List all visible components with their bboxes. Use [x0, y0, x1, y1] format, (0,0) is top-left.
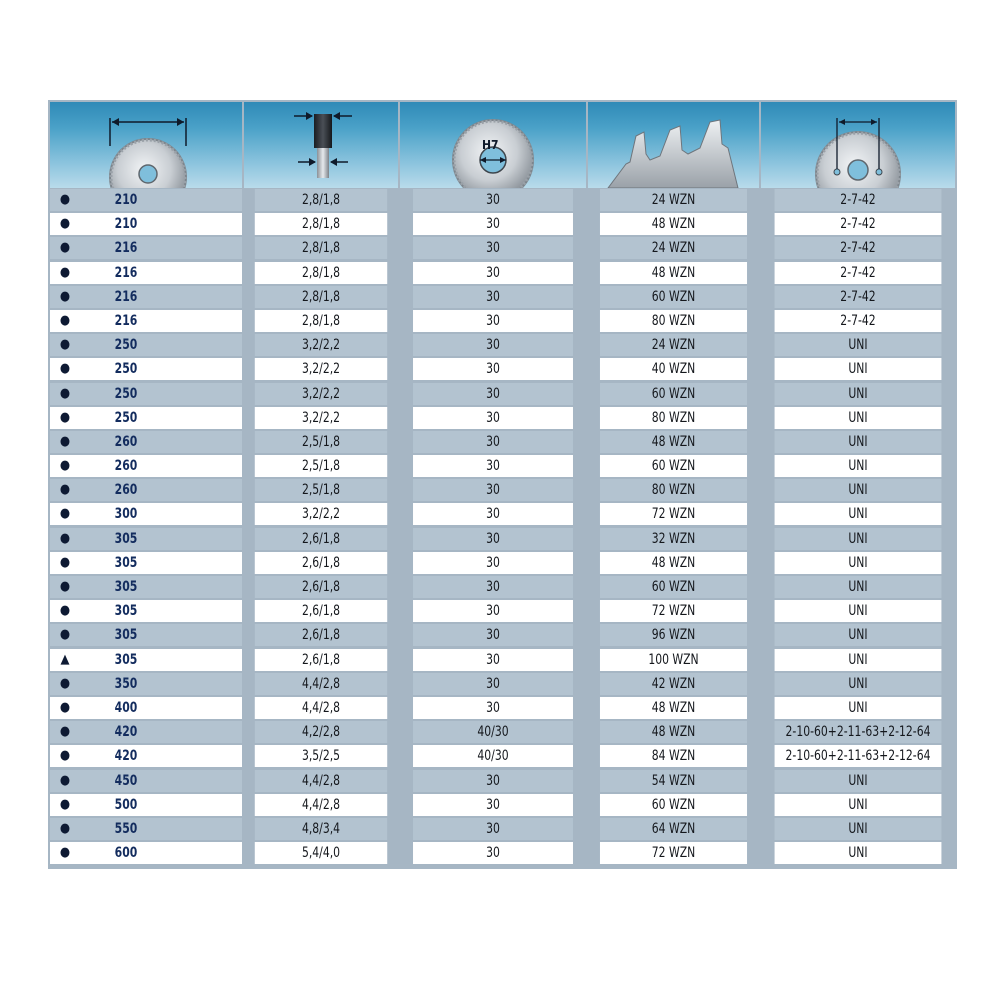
bore-cell: 30	[413, 697, 573, 719]
diameter-cell	[50, 479, 242, 501]
diameter-cell	[50, 383, 242, 405]
bore-cell: 40/30	[413, 745, 573, 767]
bore-cell: 30	[413, 503, 573, 525]
bore-cell: 30	[413, 818, 573, 840]
availability-marker: ●	[59, 192, 71, 207]
availability-marker: ●	[59, 216, 71, 232]
diameter-value: 305	[114, 554, 138, 571]
bore-cell: 30	[413, 407, 573, 429]
kerf-cell: 4,4/2,8	[255, 794, 387, 816]
table-row	[48, 817, 957, 841]
pinholes-cell: UNI	[775, 794, 942, 816]
diameter-cell	[50, 745, 242, 767]
bore-cell: 30	[413, 213, 573, 235]
table-row	[48, 333, 957, 357]
availability-marker: ●	[59, 264, 71, 280]
pinholes-cell: UNI	[775, 842, 942, 864]
bore-cell: 30	[413, 600, 573, 622]
diameter-value: 250	[114, 337, 138, 354]
teeth-cell: 80 WZN	[600, 407, 747, 429]
table-row	[48, 212, 957, 236]
teeth-cell: 60 WZN	[600, 455, 747, 477]
table-row	[48, 744, 957, 768]
bore-cell: 30	[413, 383, 573, 405]
table-row	[48, 406, 957, 430]
kerf-cell: 2,6/1,8	[255, 624, 387, 646]
table-row	[48, 188, 957, 212]
diameter-value: 300	[114, 506, 138, 523]
table-row	[48, 551, 957, 575]
diameter-cell	[50, 818, 242, 840]
diameter-cell	[50, 503, 242, 525]
table-row	[48, 285, 957, 309]
kerf-cell: 2,8/1,8	[255, 237, 387, 259]
diameter-value: 250	[114, 361, 138, 378]
teeth-cell: 48 WZN	[600, 697, 747, 719]
diameter-value: 400	[114, 699, 138, 716]
teeth-cell: 60 WZN	[600, 383, 747, 405]
teeth-cell: 48 WZN	[600, 213, 747, 235]
bore-cell: 30	[413, 842, 573, 864]
diameter-value: 500	[114, 796, 138, 813]
bore-cell: 30	[413, 262, 573, 284]
teeth-cell: 48 WZN	[600, 431, 747, 453]
availability-marker: ●	[59, 482, 71, 498]
kerf-cell: 4,4/2,8	[255, 697, 387, 719]
diameter-cell	[50, 528, 242, 550]
kerf-cell: 2,6/1,8	[255, 600, 387, 622]
table-row	[48, 648, 957, 672]
table-row	[48, 454, 957, 478]
diameter-cell	[50, 697, 242, 719]
diameter-value: 305	[114, 651, 138, 668]
header-row	[48, 100, 957, 188]
table-row	[48, 236, 957, 260]
diameter-cell	[50, 455, 242, 477]
diameter-cell	[50, 431, 242, 453]
pinholes-cell: UNI	[775, 624, 942, 646]
pinholes-cell: UNI	[775, 770, 942, 792]
diameter-cell	[50, 770, 242, 792]
diameter-cell	[50, 262, 242, 284]
diameter-value: 210	[114, 192, 138, 208]
availability-marker: ●	[59, 845, 71, 861]
diameter-value: 260	[114, 458, 138, 475]
bore-cell: 30	[413, 649, 573, 671]
pinholes-cell: UNI	[775, 649, 942, 671]
kerf-thickness-icon	[244, 102, 398, 188]
pinholes-cell: 2-10-60+2-11-63+2-12-64	[775, 721, 942, 743]
teeth-cell: 48 WZN	[600, 262, 747, 284]
bore-cell: 30	[413, 286, 573, 308]
availability-marker: ●	[59, 675, 71, 691]
kerf-cell: 2,8/1,8	[255, 286, 387, 308]
availability-marker: ●	[59, 312, 71, 328]
pinholes-cell: 2-7-42	[775, 310, 942, 332]
table-row	[48, 527, 957, 551]
pinholes-cell: UNI	[775, 576, 942, 598]
availability-marker: ●	[59, 385, 71, 401]
kerf-cell: 3,2/2,2	[255, 383, 387, 405]
bore-cell: 30	[413, 431, 573, 453]
kerf-cell: 3,2/2,2	[255, 334, 387, 356]
header-bore	[400, 102, 586, 188]
pinholes-cell: 2-10-60+2-11-63+2-12-64	[775, 745, 942, 767]
pinholes-cell: UNI	[775, 503, 942, 525]
teeth-cell: 32 WZN	[600, 528, 747, 550]
saw-blade-spec-table	[48, 100, 957, 869]
diameter-value: 305	[114, 627, 138, 644]
pinholes-cell: UNI	[775, 455, 942, 477]
diameter-value: 216	[114, 240, 138, 257]
bore-cell: 30	[413, 528, 573, 550]
diameter-cell	[50, 794, 242, 816]
teeth-cell: 24 WZN	[600, 334, 747, 356]
kerf-cell: 2,6/1,8	[255, 528, 387, 550]
diameter-cell	[50, 842, 242, 864]
pinholes-cell: UNI	[775, 334, 942, 356]
table-row	[48, 793, 957, 817]
kerf-cell: 3,2/2,2	[255, 358, 387, 380]
table-row	[48, 575, 957, 599]
teeth-cell: 64 WZN	[600, 818, 747, 840]
kerf-cell: 2,8/1,8	[255, 189, 387, 211]
diameter-value: 250	[114, 385, 138, 402]
bore-cell: 30	[413, 358, 573, 380]
kerf-cell: 5,4/4,0	[255, 842, 387, 864]
bore-cell: 30	[413, 189, 573, 211]
availability-marker: ●	[59, 603, 71, 619]
table-row	[48, 478, 957, 502]
kerf-cell: 2,6/1,8	[255, 576, 387, 598]
bore-h7-label: H7	[482, 138, 499, 152]
pinholes-cell: UNI	[775, 358, 942, 380]
pinholes-cell: 2-7-42	[775, 237, 942, 259]
diameter-value: 216	[114, 288, 138, 305]
kerf-cell: 3,5/2,5	[255, 745, 387, 767]
diameter-value: 450	[114, 772, 138, 789]
table-row	[48, 309, 957, 333]
pinholes-cell: UNI	[775, 552, 942, 574]
bore-cell: 30	[413, 455, 573, 477]
diameter-cell	[50, 407, 242, 429]
diameter-value: 600	[114, 845, 138, 862]
bore-cell: 30	[413, 310, 573, 332]
diameter-value: 305	[114, 579, 138, 595]
availability-marker: ●	[59, 530, 71, 546]
diameter-cell	[50, 189, 242, 211]
diameter-cell	[50, 286, 242, 308]
pinholes-cell: UNI	[775, 528, 942, 550]
diameter-cell	[50, 649, 242, 671]
teeth-cell: 60 WZN	[600, 286, 747, 308]
teeth-cell: 24 WZN	[600, 237, 747, 259]
diameter-cell	[50, 576, 242, 598]
teeth-cell: 54 WZN	[600, 770, 747, 792]
pinholes-cell: UNI	[775, 407, 942, 429]
availability-marker: ●	[59, 337, 71, 353]
bore-cell: 30	[413, 334, 573, 356]
availability-marker: ●	[59, 796, 71, 812]
pinholes-cell: UNI	[775, 818, 942, 840]
teeth-cell: 42 WZN	[600, 673, 747, 695]
diameter-value: 260	[114, 433, 138, 450]
teeth-cell: 84 WZN	[600, 745, 747, 767]
teeth-cell: 40 WZN	[600, 358, 747, 380]
kerf-cell: 4,8/3,4	[255, 818, 387, 840]
availability-marker: ●	[59, 458, 71, 474]
availability-marker: ●	[59, 240, 71, 256]
diameter-value: 305	[114, 603, 138, 620]
kerf-cell: 2,8/1,8	[255, 310, 387, 332]
table-row	[48, 382, 957, 406]
pinholes-cell: 2-7-42	[775, 189, 942, 211]
kerf-cell: 2,5/1,8	[255, 455, 387, 477]
teeth-cell: 72 WZN	[600, 503, 747, 525]
table-row	[48, 599, 957, 623]
availability-marker: ●	[59, 748, 71, 764]
diameter-cell	[50, 213, 242, 235]
kerf-cell: 2,8/1,8	[255, 213, 387, 235]
bore-cell: 30	[413, 237, 573, 259]
table-row	[48, 672, 957, 696]
teeth-cell: 24 WZN	[600, 189, 747, 211]
diameter-cell	[50, 600, 242, 622]
pinholes-cell: 2-7-42	[775, 213, 942, 235]
teeth-cell: 72 WZN	[600, 600, 747, 622]
kerf-cell: 2,6/1,8	[255, 649, 387, 671]
availability-marker: ●	[59, 433, 71, 449]
bore-cell: 30	[413, 673, 573, 695]
diameter-cell	[50, 358, 242, 380]
teeth-cell: 60 WZN	[600, 794, 747, 816]
kerf-cell: 4,4/2,8	[255, 673, 387, 695]
pinholes-cell: UNI	[775, 673, 942, 695]
table-row	[48, 357, 957, 381]
diameter-cell	[50, 310, 242, 332]
pinholes-cell: 2-7-42	[775, 286, 942, 308]
table-row	[48, 430, 957, 454]
availability-marker: ●	[59, 288, 71, 304]
diameter-value: 420	[114, 748, 138, 765]
diameter-value: 350	[114, 675, 138, 692]
availability-marker: ●	[59, 409, 71, 425]
kerf-cell: 2,5/1,8	[255, 479, 387, 501]
teeth-cell: 96 WZN	[600, 624, 747, 646]
availability-marker: ●	[59, 724, 71, 740]
diameter-value: 210	[114, 216, 138, 233]
kerf-cell: 4,4/2,8	[255, 770, 387, 792]
diameter-cell	[50, 237, 242, 259]
availability-marker: ▲	[60, 651, 70, 667]
diameter-value: 305	[114, 530, 138, 547]
bore-cell: 30	[413, 576, 573, 598]
kerf-cell: 3,2/2,2	[255, 503, 387, 525]
diameter-value: 216	[114, 264, 138, 281]
table-row	[48, 502, 957, 526]
table-body	[48, 188, 957, 865]
bore-cell: 30	[413, 770, 573, 792]
diameter-value: 216	[114, 312, 138, 329]
pinholes-cell: UNI	[775, 479, 942, 501]
bore-cell: 40/30	[413, 721, 573, 743]
header-diameter	[50, 102, 242, 188]
header-pinholes	[761, 102, 955, 188]
diameter-cell	[50, 673, 242, 695]
table-row	[48, 261, 957, 285]
teeth-cell: 72 WZN	[600, 842, 747, 864]
table-row	[48, 720, 957, 744]
header-kerf	[244, 102, 398, 188]
diameter-value: 260	[114, 482, 138, 499]
diameter-value: 250	[114, 409, 138, 426]
teeth-cell: 80 WZN	[600, 479, 747, 501]
kerf-cell: 3,2/2,2	[255, 407, 387, 429]
availability-marker: ●	[59, 579, 71, 594]
availability-marker: ●	[59, 772, 71, 788]
table-row	[48, 841, 957, 865]
availability-marker: ●	[59, 506, 71, 522]
teeth-cell: 48 WZN	[600, 721, 747, 743]
pinholes-cell: UNI	[775, 697, 942, 719]
diameter-value: 550	[114, 820, 138, 837]
header-teeth	[588, 102, 759, 188]
availability-marker: ●	[59, 820, 71, 836]
tooth-profile-icon	[588, 102, 759, 188]
pinholes-cell: UNI	[775, 431, 942, 453]
pinholes-cell: UNI	[775, 383, 942, 405]
availability-marker: ●	[59, 554, 71, 570]
table-row	[48, 623, 957, 647]
table-row	[48, 696, 957, 720]
bore-cell: 30	[413, 624, 573, 646]
pinholes-cell: 2-7-42	[775, 262, 942, 284]
availability-marker: ●	[59, 361, 71, 377]
pinhole-blade-icon	[761, 102, 955, 188]
diameter-cell	[50, 624, 242, 646]
diameter-cell	[50, 552, 242, 574]
availability-marker: ●	[59, 627, 71, 643]
kerf-cell: 4,2/2,8	[255, 721, 387, 743]
kerf-cell: 2,8/1,8	[255, 262, 387, 284]
teeth-cell: 100 WZN	[600, 649, 747, 671]
teeth-cell: 80 WZN	[600, 310, 747, 332]
availability-marker: ●	[59, 699, 71, 715]
diameter-cell	[50, 334, 242, 356]
bore-cell: 30	[413, 794, 573, 816]
diameter-value: 420	[114, 724, 138, 741]
kerf-cell: 2,6/1,8	[255, 552, 387, 574]
table-row	[48, 769, 957, 793]
bore-cell: 30	[413, 552, 573, 574]
teeth-cell: 60 WZN	[600, 576, 747, 598]
bore-cell: 30	[413, 479, 573, 501]
pinholes-cell: UNI	[775, 600, 942, 622]
blade-diameter-icon	[50, 102, 242, 188]
teeth-cell: 48 WZN	[600, 552, 747, 574]
kerf-cell: 2,5/1,8	[255, 431, 387, 453]
diameter-cell	[50, 721, 242, 743]
